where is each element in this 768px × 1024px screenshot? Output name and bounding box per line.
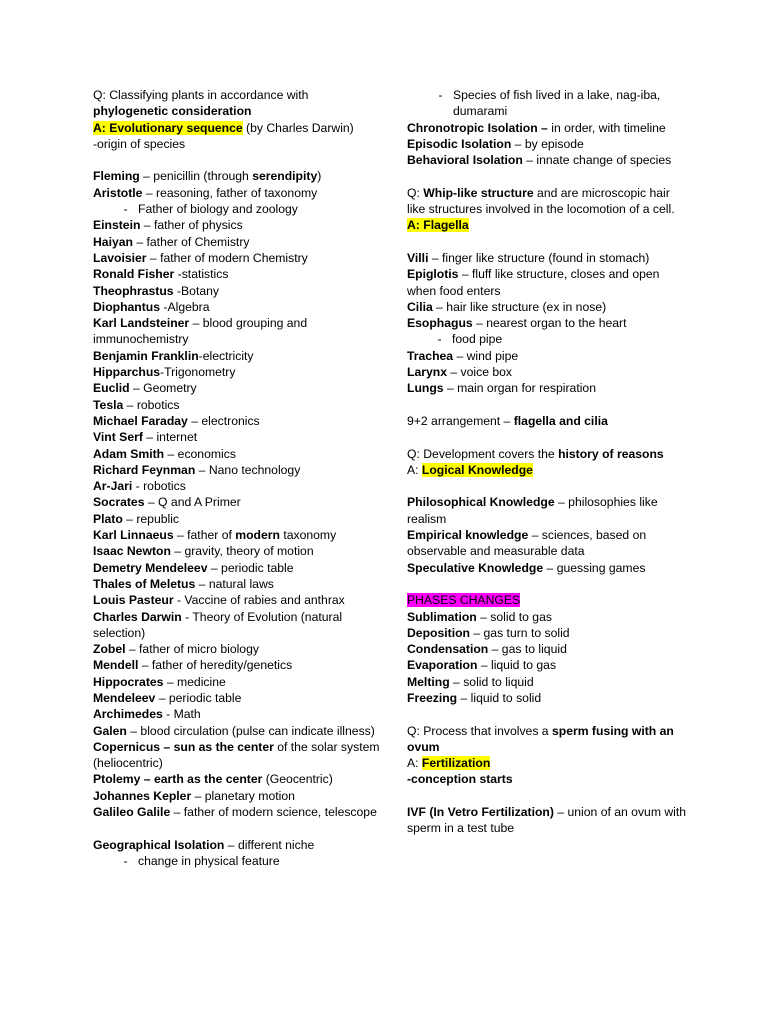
people-list xyxy=(93,348,383,527)
knowledge-entry: Philosophical Knowledge – philosophies like realism xyxy=(407,495,658,526)
phase-entry: Deposition – gas turn to solid xyxy=(407,625,570,640)
sub-bullet: - change in physical feature xyxy=(123,853,280,868)
structure-entry: Lungs – main organ for respiration xyxy=(407,381,596,396)
question-line: Q: Whip-like structure and are microscopic hair like structures involved in the locomotion of a cell. xyxy=(407,185,675,217)
answer-line: A: Logical Knowledge xyxy=(407,462,533,477)
phase-entry: Condensation – gas to liquid xyxy=(407,642,567,657)
person-entry: Plato – republic xyxy=(93,511,180,526)
person-entry: Vint Serf – internet xyxy=(93,430,198,445)
person-entry: Isaac Newton – gravity, theory of motion xyxy=(93,544,314,559)
person-entry: Thales of Meletus – natural laws xyxy=(93,576,274,591)
person-entry: Karl Linnaeus – father of modern taxonomy xyxy=(93,528,337,543)
knowledge-entry: Empirical knowledge – sciences, based on observable and measurable data xyxy=(407,528,647,559)
person-entry: Karl Landsteiner – blood grouping and immunochemistry xyxy=(93,316,308,347)
person-entry: Aristotle – reasoning, father of taxonomy xyxy=(93,185,318,200)
structure-entry: Epiglotis – fluff like structure, closes and open when food enters xyxy=(407,267,660,298)
structure-list xyxy=(407,348,687,397)
phase-entry: Freezing – liquid to solid xyxy=(407,690,542,705)
question-line: Q: Development covers the history of reasons xyxy=(407,446,664,461)
person-entry: Lavoisier – father of modern Chemistry xyxy=(93,250,308,265)
person-entry: Theophrastus -Botany xyxy=(93,283,219,298)
person-entry: Copernicus – sun as the center of the solar system (heliocentric) xyxy=(93,739,380,771)
structure-entry: Esophagus – nearest organ to the heart xyxy=(407,316,627,331)
section-heading: PHASES CHANGES xyxy=(407,593,521,608)
isolation-entry: Geographical Isolation – different niche xyxy=(93,837,315,852)
phase-entry: Sublimation – solid to gas xyxy=(407,609,552,624)
person-entry: Ar-Jari - robotics xyxy=(93,479,186,494)
phases-list xyxy=(407,609,687,707)
person-entry: Diophantus -Algebra xyxy=(93,299,210,314)
structure-entry: Villi – finger like structure (found in stomach) xyxy=(407,250,650,265)
structure-entry: Larynx – voice box xyxy=(407,365,513,380)
knowledge-list xyxy=(407,494,687,575)
sub-bullet: - Father of biology and zoology xyxy=(123,202,298,217)
person-entry: Richard Feynman – Nano technology xyxy=(93,462,301,477)
person-entry: Louis Pasteur - Vaccine of rabies and anthrax xyxy=(93,593,345,608)
person-entry: Adam Smith – economics xyxy=(93,446,236,461)
person-entry: Socrates – Q and A Primer xyxy=(93,495,241,510)
answer-line: A: Evolutionary sequence (by Charles Darwin) xyxy=(93,120,354,135)
person-entry: Einstein – father of physics xyxy=(93,218,243,233)
person-entry: Euclid – Geometry xyxy=(93,381,197,396)
person-entry: Johannes Kepler – planetary motion xyxy=(93,788,295,803)
phase-entry: Evaporation – liquid to gas xyxy=(407,658,557,673)
question-line: phylogenetic consideration xyxy=(93,104,252,119)
person-entry: Archimedes - Math xyxy=(93,707,201,722)
question-line: Q: Classifying plants in accordance with xyxy=(93,88,309,102)
question-line: Q: Process that involves a sperm fusing with an ovum xyxy=(407,723,674,754)
answer-note: -origin of species xyxy=(93,136,186,151)
knowledge-entry: Speculative Knowledge – guessing games xyxy=(407,560,646,575)
person-entry: Hippocrates – medicine xyxy=(93,674,226,689)
person-entry: Michael Faraday – electronics xyxy=(93,413,260,428)
people-list xyxy=(93,217,383,315)
person-entry: Haiyan – father of Chemistry xyxy=(93,234,250,249)
person-entry: Ptolemy – earth as the center (Geocentric) xyxy=(93,772,333,787)
isolation-entry: Behavioral Isolation – innate change of species xyxy=(407,153,672,168)
structure-entry: Cilia – hair like structure (ex in nose) xyxy=(407,299,607,314)
person-entry: Mendell – father of heredity/genetics xyxy=(93,658,293,673)
person-entry: Galileo Galile – father of modern science, telescope xyxy=(93,805,377,820)
person-entry: Fleming – penicillin (through serendipity) xyxy=(93,169,322,184)
phase-entry: Melting – solid to liquid xyxy=(407,674,534,689)
person-entry: Zobel – father of micro biology xyxy=(93,642,259,657)
arrangement-line: 9+2 arrangement – flagella and cilia xyxy=(407,413,608,428)
sub-bullet: - Species of fish lived in a lake, nag-iba, dumarami xyxy=(438,88,661,119)
structure-list xyxy=(407,250,687,331)
people-list xyxy=(93,641,383,722)
person-entry: Galen – blood circulation (pulse can indicate illness) xyxy=(93,723,375,738)
person-entry: Tesla – robotics xyxy=(93,397,180,412)
ivf-entry: IVF (In Vetro Fertilization) – union of an ovum with sperm in a test tube xyxy=(407,805,687,836)
person-entry: Benjamin Franklin-electricity xyxy=(93,348,254,363)
answer-note: -conception starts xyxy=(407,772,513,787)
person-entry: Charles Darwin - Theory of Evolution (natural selection) xyxy=(93,609,343,640)
person-entry: Mendeleev – periodic table xyxy=(93,690,242,705)
person-entry: Demetry Mendeleev – periodic table xyxy=(93,560,294,575)
isolation-entry: Episodic Isolation – by episode xyxy=(407,136,584,151)
person-entry: Ronald Fisher -statistics xyxy=(93,267,229,282)
structure-entry: Trachea – wind pipe xyxy=(407,348,519,363)
answer-line: A: Flagella xyxy=(407,218,469,233)
person-entry: Hipparchus-Trigonometry xyxy=(93,365,236,380)
sub-bullet: - food pipe xyxy=(437,332,503,347)
left-column xyxy=(93,87,383,869)
answer-line: A: Fertilization xyxy=(407,756,491,771)
people-list xyxy=(93,543,383,608)
isolation-entry: Chronotropic Isolation – in order, with timeline xyxy=(407,120,666,135)
right-column xyxy=(407,87,687,837)
